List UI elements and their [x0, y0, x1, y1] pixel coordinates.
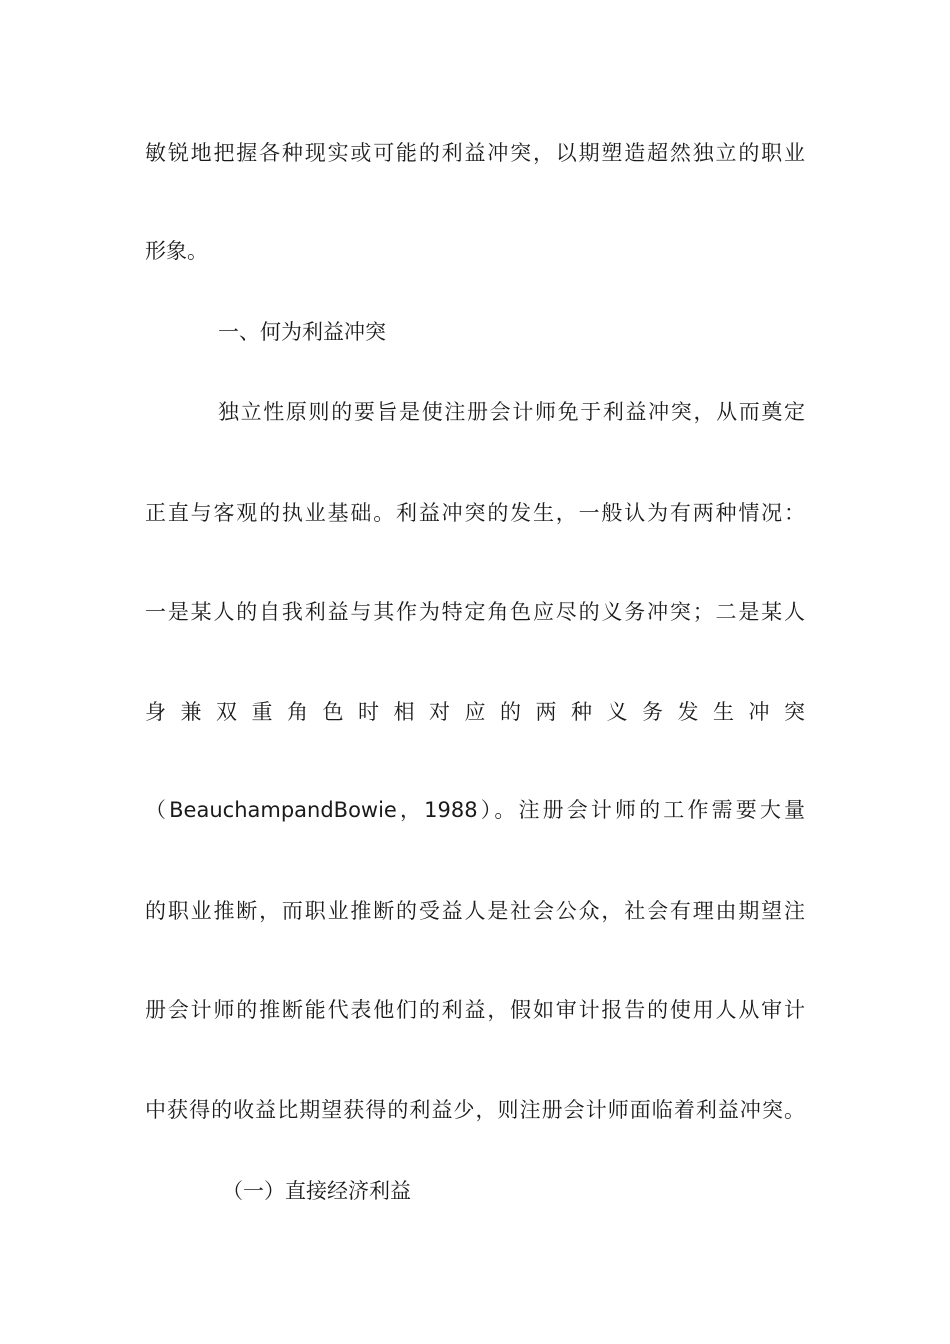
body-text-line: 正直与客观的执业基础。利益冲突的发生，一般认为有两种情况： [145, 501, 805, 525]
body-text-line: 身兼双重角色时相对应的两种义务发生冲突 [145, 700, 805, 724]
body-text-line: 中获得的收益比期望获得的利益少，则注册会计师面临着利益冲突。 [145, 1098, 805, 1122]
body-text-line: 的职业推断，而职业推断的受益人是社会公众，社会有理由期望注 [145, 899, 805, 923]
body-text-line: 一是某人的自我利益与其作为特定角色应尽的义务冲突；二是某人 [145, 600, 805, 624]
subsection-heading: （一）直接经济利益 [222, 1179, 411, 1203]
body-text-line: （BeauchampandBowie，1988）。注册会计师的工作需要大量 [145, 798, 805, 822]
body-text-line: 形象。 [145, 239, 208, 263]
section-heading: 一、何为利益冲突 [218, 320, 386, 344]
body-text-line: 册会计师的推断能代表他们的利益，假如审计报告的使用人从审计 [145, 998, 805, 1022]
paragraph-first-line: 独立性原则的要旨是使注册会计师免于利益冲突，从而奠定 [218, 400, 805, 424]
body-text-line: 敏锐地把握各种现实或可能的利益冲突，以期塑造超然独立的职业 [145, 141, 805, 165]
